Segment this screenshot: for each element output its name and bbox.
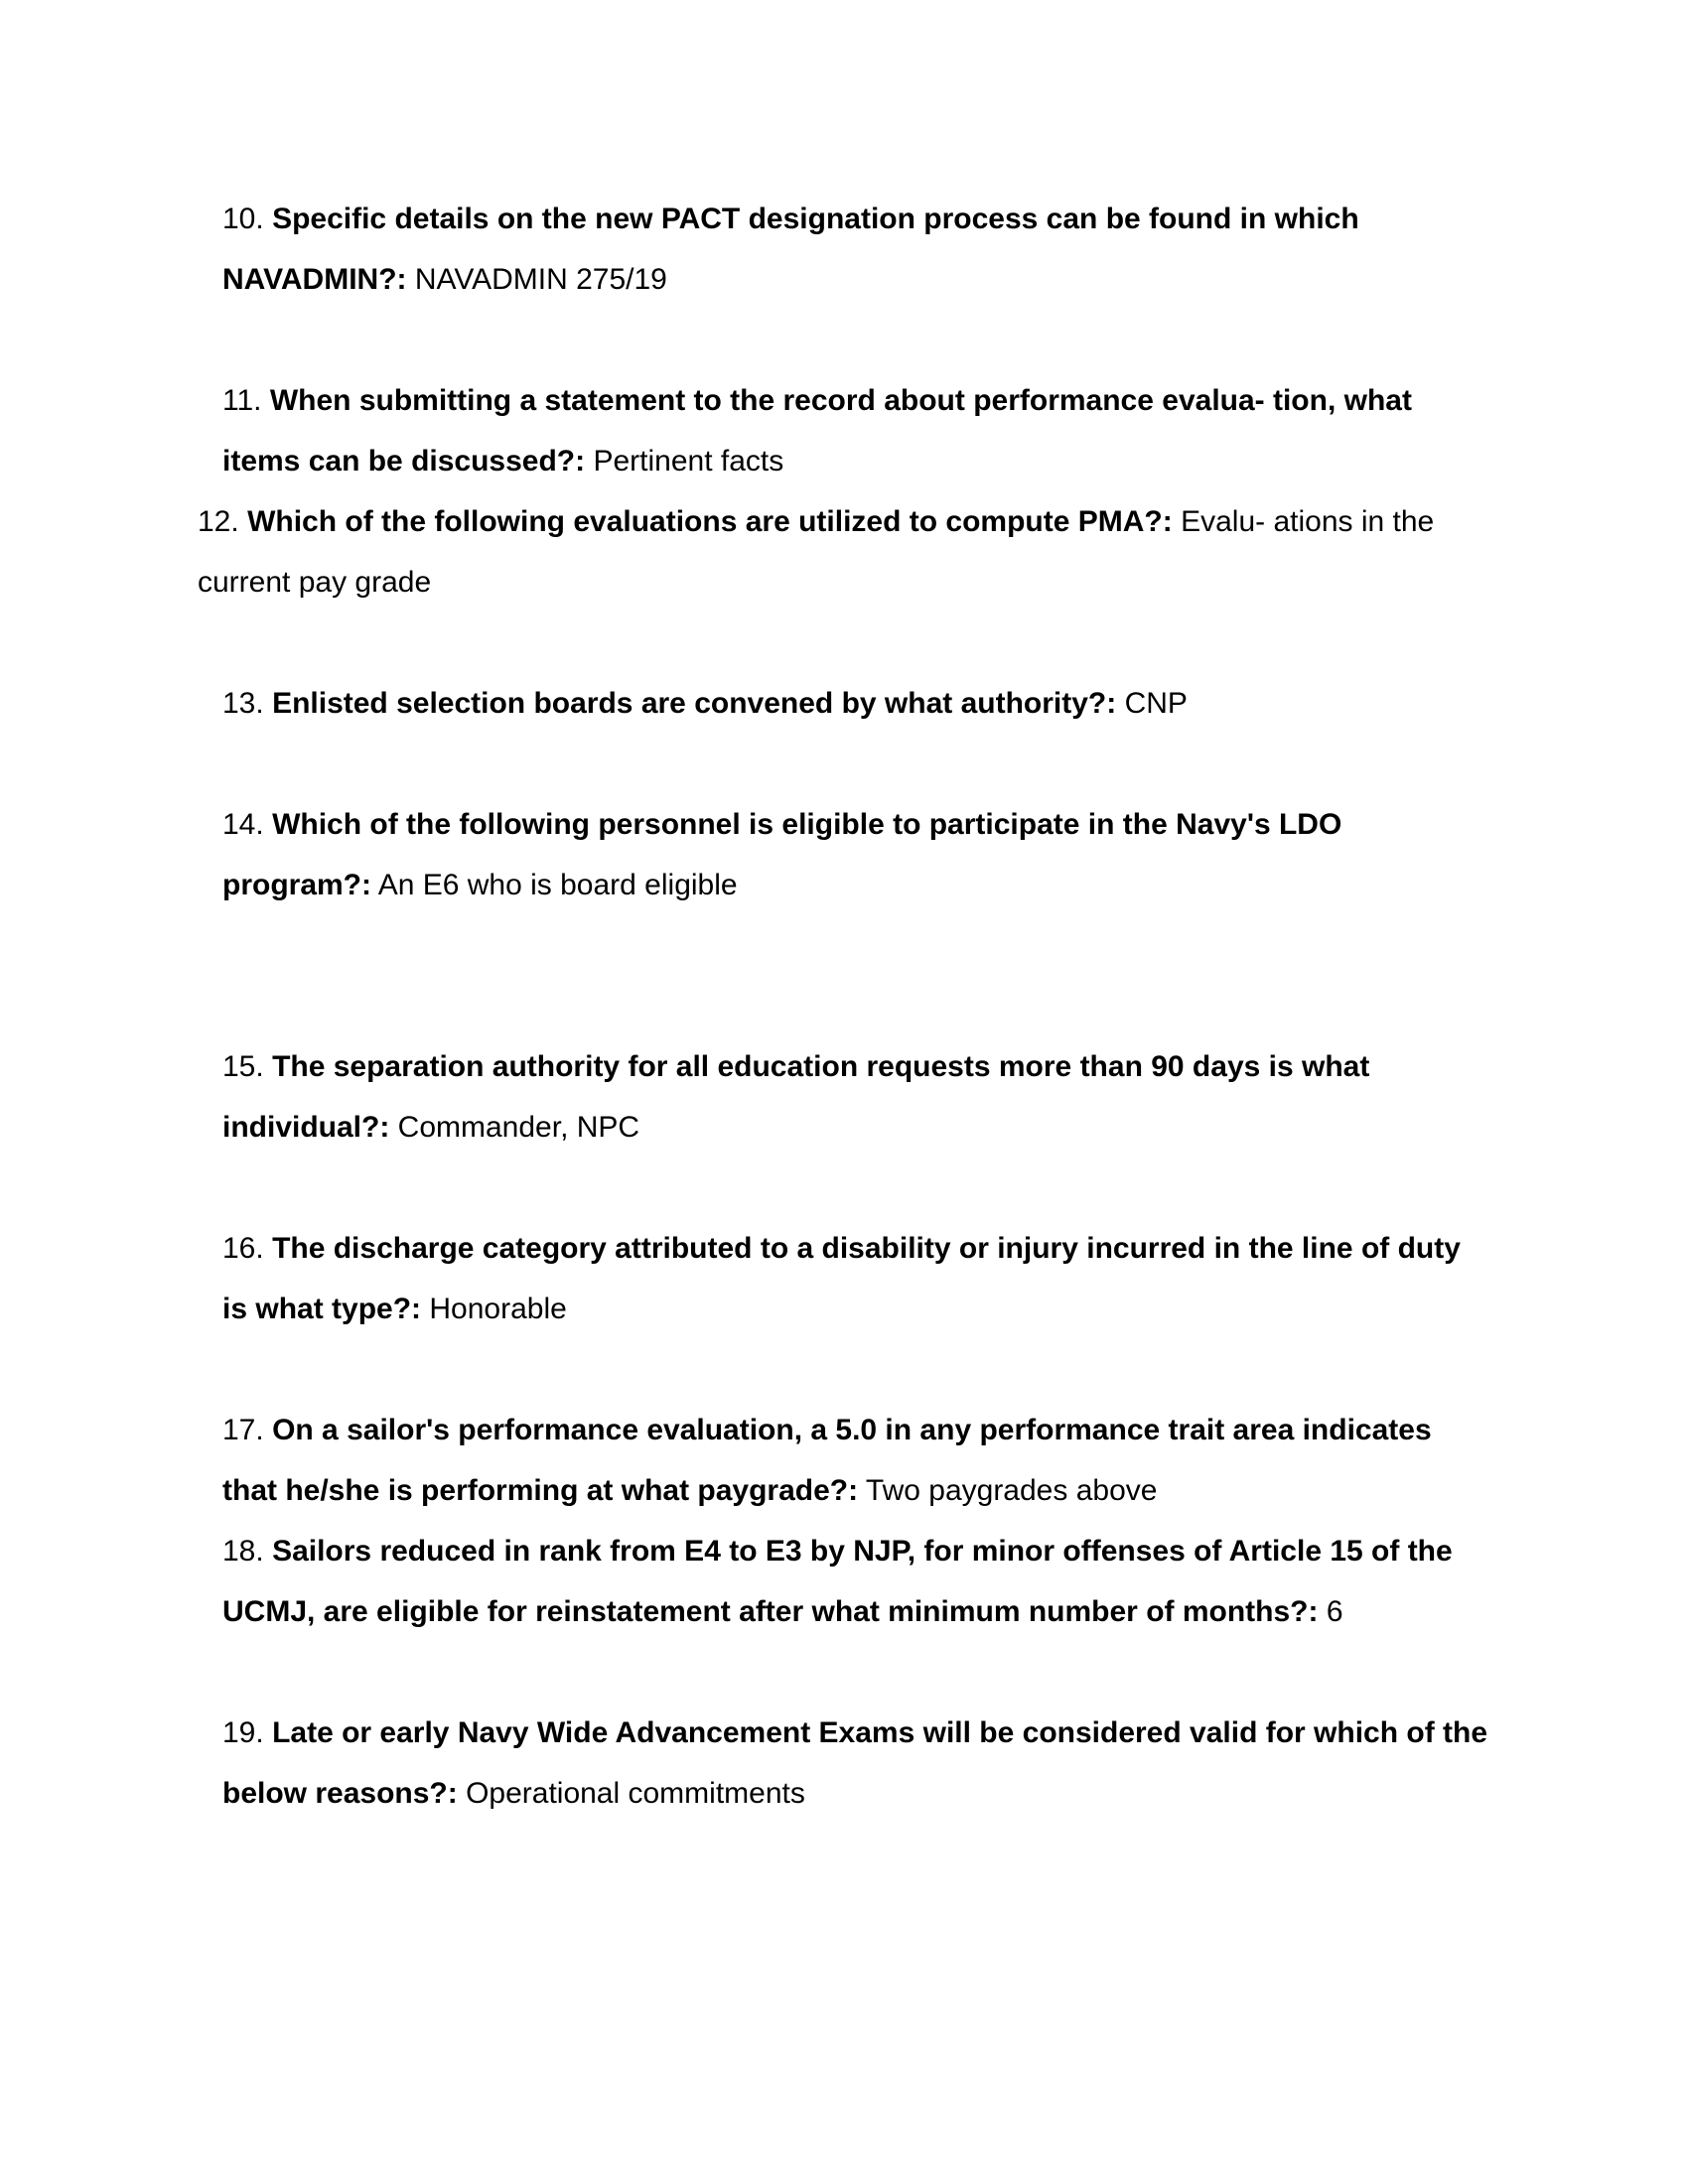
answer-text: An E6 who is board eligible — [377, 869, 738, 901]
question-number: 13. — [222, 687, 264, 720]
answer-text: Honorable — [429, 1293, 567, 1325]
question-number: 17. — [222, 1414, 264, 1446]
answer-text: Operational commitments — [466, 1777, 805, 1810]
question-text: Sailors reduced in rank from E4 to E3 by NJP, for minor offenses of Article 15 of the UCMJ, are eligible for reinstatement after what minimum number of months?: — [222, 1535, 1453, 1628]
question-number: 12. — [198, 505, 239, 538]
question-text: When submitting a statement to the record about performance evalua- tion, what items can be discussed?: — [222, 384, 1412, 478]
question-text: Specific details on the new PACT designation process can be found in which NAVADMIN?: — [222, 203, 1359, 296]
question-18 — [222, 1521, 1493, 1642]
question-10 — [222, 189, 1493, 310]
question-number: 15. — [222, 1050, 264, 1083]
question-text: Which of the following personnel is eligible to participate in the Navy's LDO program?: — [222, 808, 1342, 901]
answer-text: Commander, NPC — [397, 1111, 640, 1144]
question-number: 19. — [222, 1716, 264, 1749]
answer-text: Evalu- ations in the current pay grade — [198, 505, 1435, 599]
question-text: The separation authority for all education requests more than 90 days is what individual?: — [222, 1050, 1370, 1144]
question-text: Which of the following evaluations are utilized to compute PMA?: — [247, 505, 1173, 538]
question-number: 18. — [222, 1535, 264, 1568]
question-number: 10. — [222, 203, 264, 235]
question-13 — [222, 673, 1493, 734]
question-text: Enlisted selection boards are convened by what authority?: — [272, 687, 1117, 720]
question-14 — [222, 794, 1493, 915]
question-11 — [222, 370, 1493, 491]
question-text: The discharge category attributed to a disability or injury incurred in the line of duty is what type?: — [222, 1232, 1461, 1325]
answer-text: 6 — [1326, 1595, 1343, 1628]
question-19 — [222, 1703, 1493, 1824]
answer-text: CNP — [1124, 687, 1188, 720]
question-12 — [198, 491, 1449, 613]
question-16 — [222, 1218, 1493, 1339]
question-number: 16. — [222, 1232, 264, 1265]
answer-text: Pertinent facts — [593, 445, 784, 478]
question-15 — [222, 1036, 1493, 1158]
answer-text: NAVADMIN 275/19 — [414, 263, 667, 296]
question-text: On a sailor's performance evaluation, a 5.0 in any performance trait area indicates that he/she is performing at what paygrade?: — [222, 1414, 1432, 1507]
question-text: Late or early Navy Wide Advancement Exams will be considered valid for which of the below reasons?: — [222, 1716, 1488, 1810]
question-17 — [222, 1400, 1493, 1521]
question-number: 11. — [222, 384, 262, 417]
answer-text: Two paygrades above — [865, 1474, 1158, 1507]
question-number: 14. — [222, 808, 264, 841]
